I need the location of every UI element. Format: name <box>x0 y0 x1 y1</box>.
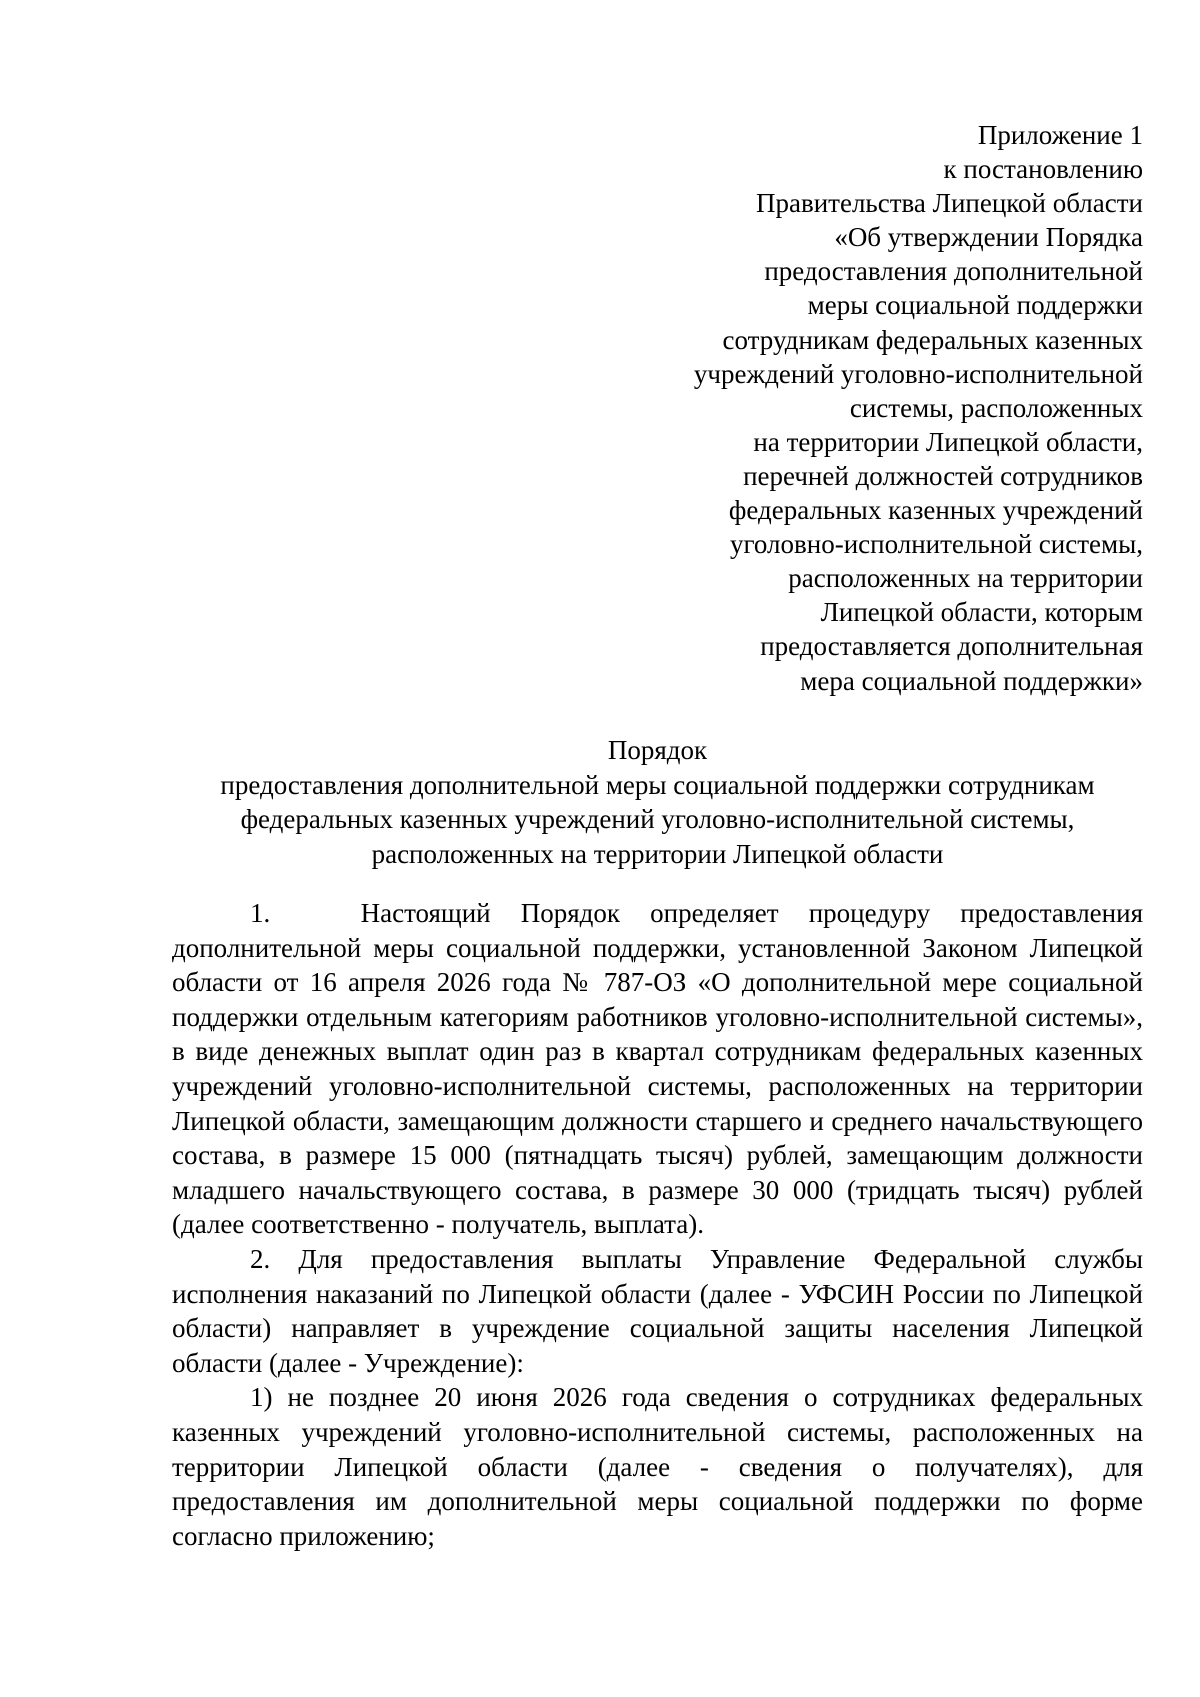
appendix-line: предоставляется дополнительная <box>760 631 1143 662</box>
appendix-line: Липецкой области, которым <box>820 597 1143 628</box>
appendix-line: федеральных казенных учреждений <box>728 495 1143 526</box>
appendix-line: Правительства Липецкой области <box>755 188 1143 219</box>
title-line: предоставления дополнительной меры социальной поддержки сотрудникам <box>220 769 1095 800</box>
appendix-line: сотрудникам федеральных казенных <box>722 324 1143 355</box>
appendix-header <box>600 118 1143 698</box>
appendix-line: системы, расположенных <box>849 392 1143 423</box>
body-paragraph-3: 1) не позднее 20 июня 2026 года сведения о сотрудниках федеральных казенных учреждений уголовно-исполнительной системы, расположенных на территории Липецкой области (далее - сведения о получателях), для предоставления им дополнительной меры социальной поддержки по форме согласно приложению; <box>172 1382 1143 1551</box>
title-line: федеральных казенных учреждений уголовно-исполнительной системы, <box>240 804 1075 834</box>
body-paragraph-2: 2. Для предоставления выплаты Управление Федеральной службы исполнения наказаний по Липецкой области (далее - УФСИН России по Липецкой области) направляет в учреждение социальной защиты населения Липецкой области (далее - Учреждение): <box>172 1243 1143 1378</box>
appendix-line: предоставления дополнительной <box>764 256 1143 287</box>
appendix-line: уголовно-исполнительной системы, <box>729 529 1143 560</box>
document-body <box>172 896 1143 1553</box>
body-paragraph-1: 1. Настоящий Порядок определяет процедуру предоставления дополнительной меры социальной поддержки, установленной Законом Липецкой области от 16 апреля 2026 года № 787-ОЗ «О дополнительной мере социальной поддержки отдельным категориям работников уголовно-исполнительной системы», в виде денежных выплат один раз в квартал сотрудникам федеральных казенных учреждений уголовно-исполнительной системы, расположенных на территории Липецкой области, замещающим должности старшего и среднего начальствующего состава, в размере 15 000 (пятнадцать тысяч) рублей, замещающим должности младшего начальствующего состава, в размере 30 000 (тридцать тысяч) рублей (далее соответственно - получатель, выплата). <box>172 898 1143 1240</box>
appendix-line: «Об утверждении Порядка <box>834 222 1143 253</box>
title-line: расположенных на территории Липецкой области <box>371 838 944 869</box>
appendix-line: расположенных на территории <box>788 563 1143 594</box>
appendix-line: перечней должностей сотрудников <box>743 460 1143 491</box>
appendix-line: меры социальной поддержки <box>807 290 1143 321</box>
appendix-line: Приложение 1 <box>977 120 1143 150</box>
appendix-line: учреждений уголовно-исполнительной <box>693 358 1143 389</box>
appendix-line: на территории Липецкой области, <box>753 426 1143 457</box>
appendix-line: мера социальной поддержки» <box>800 665 1143 696</box>
title-heading: Порядок <box>607 735 708 765</box>
document-title <box>172 733 1143 871</box>
appendix-line: к постановлению <box>943 154 1143 185</box>
